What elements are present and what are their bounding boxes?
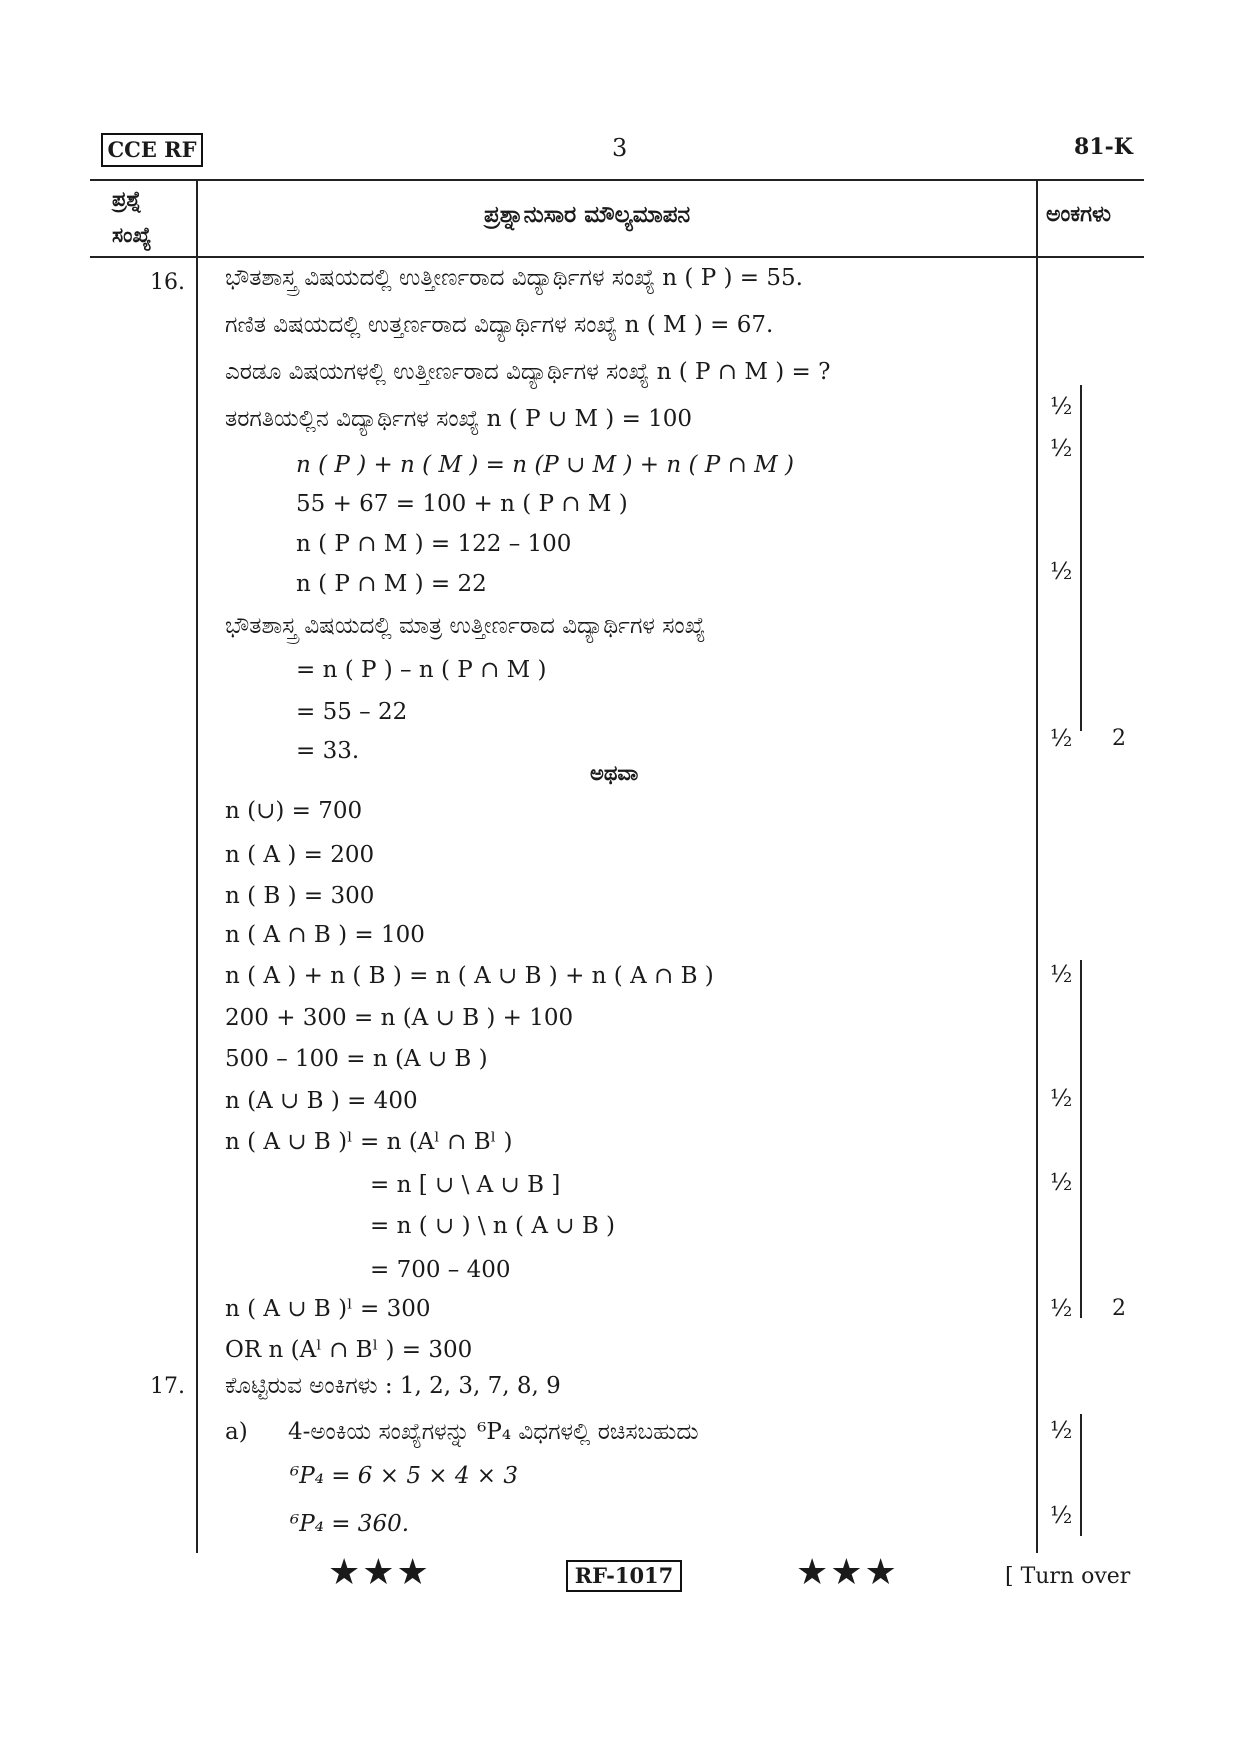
q16-line: = 55 – 22 — [296, 699, 408, 725]
col-header-marks: ಅಂಕಗಳು — [1046, 201, 1111, 227]
stars-decoration-left: ★★★ — [328, 1552, 431, 1593]
q16-alt-line: n (A ∪ B ) = 400 — [225, 1088, 418, 1114]
q17-option-a: a) — [225, 1419, 248, 1445]
mark-half: ½ — [1050, 1086, 1073, 1112]
mark-half: ½ — [1050, 394, 1073, 420]
mark-half: ½ — [1050, 962, 1073, 988]
question-number-17: 17. — [150, 1374, 185, 1399]
q16-line: ಎರಡೂ ವಿಷಯಗಳಲ್ಲಿ ಉತ್ತೀರ್ಣರಾದ ವಿದ್ಯಾರ್ಥಿಗಳ ಸಂಖ್ಯೆ n ( P ∩ M ) = ? — [225, 359, 831, 385]
q16-alt-line: n (∪) = 700 — [225, 798, 363, 824]
mark-half: ½ — [1050, 726, 1073, 752]
q16-line: ಭೌತಶಾಸ್ತ್ರ ವಿಷಯದಲ್ಲಿ ಉತ್ತೀರ್ಣರಾದ ವಿದ್ಯಾರ್ಥಿಗಳ ಸಂಖ್ಯೆ n ( P ) = 55. — [225, 265, 803, 291]
q16-line: ಭೌತಶಾಸ್ತ್ರ ವಿಷಯದಲ್ಲಿ ಮಾತ್ರ ಉತ್ತೀರ್ಣರಾದ ವಿದ್ಯಾರ್ಥಿಗಳ ಸಂಖ್ಯೆ — [225, 613, 706, 639]
col-header-question-number-line1: ಪ್ರಶ್ನೆ — [112, 186, 142, 211]
q16-alt-line: = n [ ∪ \ A ∪ B ] — [370, 1172, 561, 1198]
turn-over-label: [ Turn over — [1005, 1564, 1131, 1589]
q16-line: = 33. — [296, 738, 360, 764]
q17-line: ⁶P₄ = 6 × 5 × 4 × 3 — [290, 1463, 519, 1489]
q16-alt-line: n ( A ∪ B )ˡ = 300 — [225, 1296, 431, 1322]
q16-line: ತರಗತಿಯಲ್ಲಿನ ವಿದ್ಯಾರ್ಥಿಗಳ ಸಂಖ್ಯೆ n ( P ∪ M ) = 100 — [225, 406, 693, 432]
marks-bracket — [1080, 385, 1082, 731]
q16-alt-line: n ( A ∩ B ) = 100 — [225, 922, 425, 948]
total-mark: 2 — [1112, 726, 1126, 751]
table-top-rule — [90, 179, 1144, 181]
q16-alt-line: OR n (Aˡ ∩ Bˡ ) = 300 — [225, 1337, 473, 1363]
q16-line: = n ( P ) – n ( P ∩ M ) — [296, 657, 547, 683]
mark-half: ½ — [1050, 559, 1073, 585]
mark-half: ½ — [1050, 436, 1073, 462]
q17-line: ⁶P₄ = 360. — [290, 1511, 410, 1537]
q16-alt-line: = 700 – 400 — [370, 1257, 511, 1283]
q16-alt-line: n ( A ∪ B )ˡ = n (Aˡ ∩ Bˡ ) — [225, 1129, 513, 1155]
col-header-evaluation: ಪ್ರಶ್ನಾನುಸಾರ ಮೌಲ್ಯಮಾಪನ — [484, 201, 691, 228]
q16-line: 55 + 67 = 100 + n ( P ∩ M ) — [296, 491, 628, 517]
q16-line: n ( P ∩ M ) = 22 — [296, 571, 487, 597]
question-number-16: 16. — [150, 270, 185, 295]
mark-half: ½ — [1050, 1418, 1073, 1444]
page-number: 3 — [612, 134, 628, 162]
stars-decoration-right: ★★★ — [796, 1552, 899, 1593]
header-right-code: 81-K — [1074, 134, 1133, 160]
q16-alt-line: n ( A ) + n ( B ) = n ( A ∪ B ) + n ( A ∩ B ) — [225, 963, 714, 989]
q16-line: n ( P ) + n ( M ) = n (P ∪ M ) + n ( P ∩ M ) — [296, 452, 795, 478]
total-mark: 2 — [1112, 1296, 1126, 1321]
q16-alt-line: n ( A ) = 200 — [225, 842, 375, 868]
footer-code: RF-1017 — [566, 1560, 682, 1592]
mark-half: ½ — [1050, 1170, 1073, 1196]
q17-line: 4-ಅಂಕಿಯ ಸಂಖ್ಯೆಗಳನ್ನು ⁶P₄ ವಿಧಗಳಲ್ಲಿ ರಚಿಸಬಹುದು — [288, 1419, 699, 1445]
column-divider-right — [1036, 179, 1038, 1553]
q16-alt-line: n ( B ) = 300 — [225, 883, 375, 909]
or-label: ಅಥವಾ — [590, 760, 639, 785]
header-left-code: CCE RF — [101, 133, 203, 167]
marks-bracket — [1080, 960, 1082, 1318]
col-header-question-number-line2: ಸಂಖ್ಯೆ — [112, 222, 152, 247]
mark-half: ½ — [1050, 1296, 1073, 1322]
q16-alt-line: 500 – 100 = n (A ∪ B ) — [225, 1046, 488, 1072]
table-header-rule — [90, 256, 1144, 258]
q17-line: ಕೊಟ್ಟಿರುವ ಅಂಕಿಗಳು : 1, 2, 3, 7, 8, 9 — [225, 1373, 561, 1399]
q16-alt-line: = n ( ∪ ) \ n ( A ∪ B ) — [370, 1213, 616, 1239]
marks-bracket — [1080, 1414, 1082, 1536]
q16-alt-line: 200 + 300 = n (A ∪ B ) + 100 — [225, 1005, 574, 1031]
q16-line: ಗಣಿತ ವಿಷಯದಲ್ಲಿ ಉತ್ತರ್ಣರಾದ ವಿದ್ಯಾರ್ಥಿಗಳ ಸಂಖ್ಯೆ n ( M ) = 67. — [225, 312, 774, 338]
q16-line: n ( P ∩ M ) = 122 – 100 — [296, 531, 572, 557]
mark-half: ½ — [1050, 1503, 1073, 1529]
column-divider-left — [196, 179, 198, 1553]
